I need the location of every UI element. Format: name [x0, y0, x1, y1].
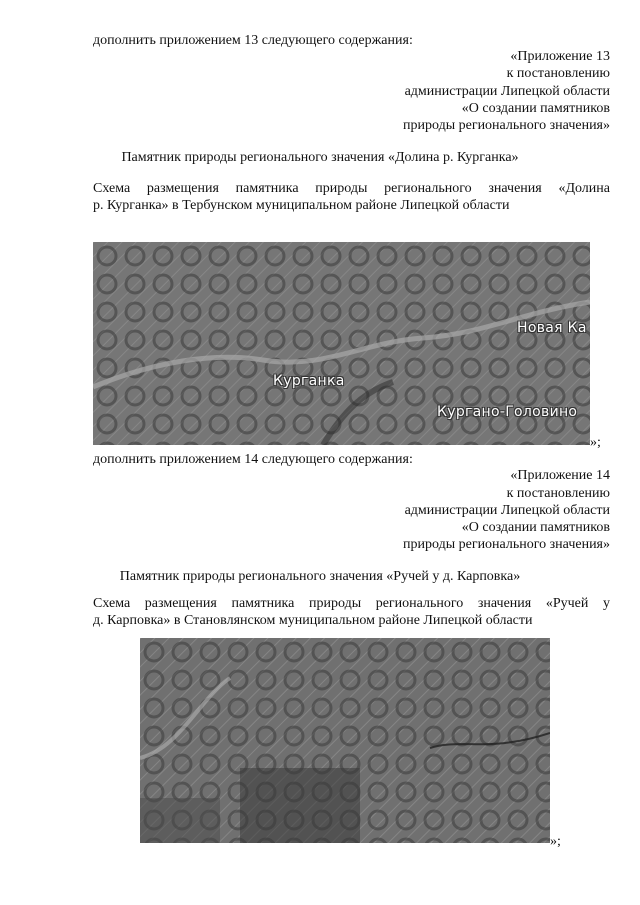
intro-text-13: дополнить приложением 13 следующего содержания: [93, 33, 413, 48]
monument-title-13: Памятник природы регионального значения «Долина р. Курганка» [121, 150, 519, 165]
appendix-header-line: «О создании памятников [461, 520, 610, 535]
scheme-caption-line: Схема размещения памятника природы регионального значения «Долина [93, 181, 610, 196]
appendix-header-line: администрации Липецкой области [404, 503, 610, 518]
scheme-caption-line: д. Карповка» в Становлянском муниципальном районе Липецкой области [93, 613, 533, 628]
map-end-mark: »; [550, 834, 561, 849]
scheme-caption-line: Схема размещения памятника природы регионального значения «Ручей у [93, 596, 610, 611]
appendix-header-line: к постановлению [506, 66, 610, 81]
appendix-header-line: «Приложение 13 [510, 49, 610, 64]
monument-title-14: Памятник природы регионального значения «Ручей у д. Карповка» [119, 569, 521, 584]
map-end-mark: »; [590, 435, 601, 450]
appendix-header-line: администрации Липецкой области [404, 84, 610, 99]
appendix-header-line: к постановлению [506, 486, 610, 501]
map-label-novaya: Новая Ка [517, 320, 587, 336]
appendix-header-line: «Приложение 14 [510, 468, 610, 483]
appendix-header-line: природы регионального значения» [403, 118, 610, 133]
intro-text-14: дополнить приложением 14 следующего содержания: [93, 452, 413, 467]
map-image-karpovka [140, 638, 550, 843]
appendix-header-line: природы регионального значения» [403, 537, 610, 552]
appendix-header-line: «О создании памятников [461, 101, 610, 116]
map-label-kurganka: Курганка [273, 373, 345, 389]
map-label-kurgano-golovino: Кургано-Головино [437, 404, 578, 420]
map-image-kurganka [93, 242, 590, 445]
scheme-caption-line: р. Курганка» в Тербунском муниципальном районе Липецкой области [93, 198, 510, 213]
